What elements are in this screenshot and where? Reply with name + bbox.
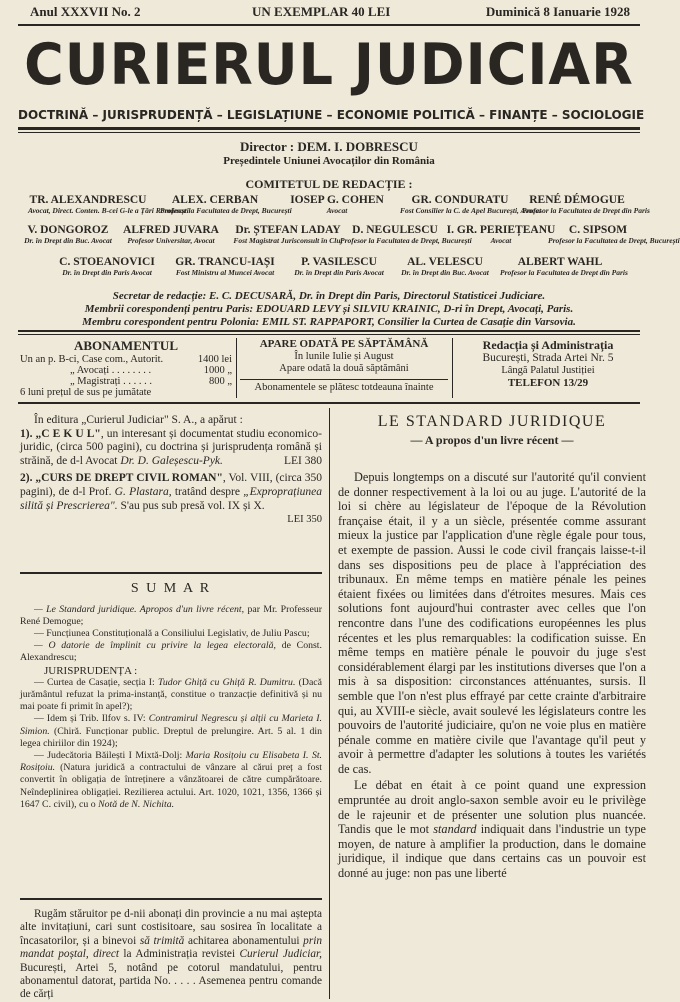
publication-payment: Abonamentele se plătesc totdeauna înainte xyxy=(240,379,448,394)
publication-box xyxy=(240,338,448,400)
divider xyxy=(18,330,640,332)
office-address: București, Strada Artei Nr. 5 xyxy=(482,352,614,364)
ad-item-text: , un interesant și documentat studiu economico-juridic, (circa 500 pagini), cu doctrina și jurisprudența română și străină, de d-l Avocat xyxy=(20,427,322,467)
summary-case-note: (Chiră. Funcționar public. Dreptul de prelungire. Art. 5 al. 1 din legea chiriilor din 1924); xyxy=(20,725,322,749)
summary-note-author: Notă de N. Nichita. xyxy=(98,798,175,810)
divider xyxy=(20,898,322,900)
article-paragraph: indiquait dans l'industrie un type moyen, de nature à amplifier la production, dans le domaine juridique, il indique que dans certains cas un pouvoir est donné au juge: non pas une liberté xyxy=(338,822,646,881)
divider xyxy=(452,338,453,398)
subscription-value: 1000 „ xyxy=(203,365,232,376)
summary-item-title: — O datorie de împlinit cu privire la legea electorală, xyxy=(34,640,276,652)
ad-item-title: 2). „CURS DE DREPT CIVIL ROMAN" xyxy=(20,472,223,485)
ad-item-title: 1). „C E K U L" xyxy=(20,427,101,440)
committee-member: C. SIPSOM Profesor la Facultatea de Drept, București xyxy=(548,224,680,245)
appeal-text: Rugăm stăruitor pe d-nii abonați din provincie a nu mai aștepta alte invitațiuni, cari sunt costisitoare, sau sosirea în localitate a încasatorilor, și a binevoi xyxy=(20,908,322,947)
masthead-subtitle: DOCTRINĂ – JURISPRUDENȚĂ – LEGISLAȚIUNE – ECONOMIE POLITICĂ – FINANȚE – SOCIOLOGIE xyxy=(18,108,645,122)
ad-item-author: Dr. D. Galeșescu-Pyk. xyxy=(120,454,223,467)
divider xyxy=(18,127,640,130)
article-subtitle: — A propos d'un livre récent — xyxy=(410,433,574,447)
divider xyxy=(18,24,640,26)
summary-item-title: — Le Standard juridique. Apropos d'un livre récent, xyxy=(34,603,245,615)
divider xyxy=(18,334,640,335)
article-paragraph: Le débat en était à ce point quand une expression empruntée au droit anglo-saxon semble avoir eu le privilège de le rajeunir et de présenter une solution plus nuancée. Tandis que le mot xyxy=(338,778,646,837)
issue-line xyxy=(30,4,630,24)
committee-member: P. VASILESCU Dr. în Drept din Paris Avocat xyxy=(294,256,384,277)
summary-court: — Judecătoria Băilești I Mixtă-Dolj: xyxy=(34,750,183,762)
article xyxy=(338,412,646,881)
committee-heading: COMITETUL DE REDACȚIE : xyxy=(245,177,413,191)
appeal-emphasis: prin mandat poștal, direct xyxy=(20,934,323,961)
summary-subheading: JURISPRUDENȚA : xyxy=(44,664,138,677)
divider xyxy=(18,132,640,133)
ad-item-text: tratând despre xyxy=(174,485,240,498)
column-divider xyxy=(329,408,330,999)
article-title: LE STANDARD JURIDIQUE xyxy=(377,413,607,430)
ad-item-author: G. Plastara, xyxy=(114,485,172,498)
publication-frequency: APARE ODATĂ PE SĂPTĂMÂNĂ xyxy=(259,338,429,350)
summary-item: — Funcțiunea Constituțională a Consiliului Legislativ, de Juliu Pascu; xyxy=(34,628,310,639)
divider xyxy=(20,572,322,574)
committee-member: V. DONGOROZ Dr. în Drept din Buc. Avocat xyxy=(24,224,112,245)
ad-item-note: S'au pus sub presă vol. IX și X. xyxy=(120,499,265,512)
divider xyxy=(18,402,640,404)
ad-item-price: LEI 350 xyxy=(287,514,322,526)
committee-member: ALFRED JUVARA Profesor Universitar, Avocat xyxy=(123,224,219,245)
poland-correspondent: Membru corespondent pentru Polonia: EMIL ST. RAPPAPORT, Consilier la Curtea de Casație din Varsovia. xyxy=(82,316,576,328)
summary-item-author: de Const. Alexandrescu; xyxy=(20,640,322,664)
summary-case-note: (Dacă jurământul refuzat la prima-instanță, constitue o tranzacție definitivă și nu mai poate fi primit în apel?); xyxy=(20,676,323,713)
summary-court: — Curtea de Casație, secția I: xyxy=(34,676,155,688)
publication-summer: În lunile Iulie și August xyxy=(294,351,394,362)
committee-member: GR. TRANCU-IAȘI Fost Ministru al Muncei Avocat xyxy=(175,256,275,277)
subscription-label: Un an p. B-ci, Case com., Autorit. xyxy=(20,354,164,365)
subscription-value: 1400 lei xyxy=(197,354,232,365)
subscriber-appeal xyxy=(20,908,322,1002)
divider xyxy=(236,338,237,398)
summary-parties: Contramirul Negrescu și alții cu Marieta I. Simion. xyxy=(20,713,323,737)
office-phone: TELEFON 13/29 xyxy=(507,377,589,389)
committee-member: I. GR. PERIEȚEANU Avocat xyxy=(446,224,556,245)
committee-member: GR. CONDURATU Fost Consilier la C. de Apel București, Avocat xyxy=(400,194,542,215)
masthead: CURIERUL JUDICIAR xyxy=(24,31,634,98)
appeal-emphasis: Curierul Judiciar, xyxy=(239,948,322,961)
committee-member: RENÉ DÉMOGUE Profesor la Facultatea de Drept din Paris xyxy=(522,194,650,215)
committee-member: ALEX. CERBAN Profesor la Facultatea de Drept, București xyxy=(160,194,292,215)
ad-intro: În editura „Curierul Judiciar" S. A., a apărut : xyxy=(34,414,243,426)
committee-member: ALBERT WAHL Profesor la Facultatea de Drept din Paris xyxy=(500,256,628,277)
summary-item-author: par Mr. Professeur René Demogue; xyxy=(20,603,322,627)
committee-member: IOSEP G. COHEN Avocat xyxy=(290,194,384,215)
ad-item-price: LEI 380 xyxy=(283,454,322,467)
subscription-label: „ Magistrați . . . . . . xyxy=(70,376,152,387)
subscription-value: 800 „ xyxy=(208,376,232,387)
issue-number: Anul XXXVII No. 2 xyxy=(30,4,141,19)
appeal-text: București, Artei 5, notând pe cotorul mandatului, pentru abonamentul datorat, partida No. . . . . Asemenea pentru comande de cărți xyxy=(20,961,322,1001)
secretary-line: Secretar de redacție: E. C. DECUSARĂ, Dr. în Drept din Paris, Directorul Statisticei Judiciare. xyxy=(112,290,546,302)
ad-item-subject: „Exproprațiunea silită și Prescrierea". xyxy=(20,485,323,512)
office-landmark: Lângă Palatul Justiției xyxy=(501,365,595,376)
subscription-heading: ABONAMENTUL xyxy=(73,338,178,353)
appeal-text: achitarea abonamentului xyxy=(187,934,300,947)
summary-court: — Idem și Trib. Ilfov s. IV: xyxy=(34,713,146,725)
director-title: Președintele Uniunei Avocaților din România xyxy=(223,155,435,167)
committee-member: C. STOEANOVICI Dr. în Drept din Paris Avocat xyxy=(59,256,155,277)
article-paragraph: Depuis longtemps on a discuté sur l'autorité qu'il convient de donner respectivement à la loi ou au juge. L'autorité de la loi si chère au législateur de l'époque de la Révolution française était, il y a un siècle, présentée comme assurant mieux la justice par l'application d'une règle égale pour tous, et exempte de passion. Aussi le code civil français laisse-t-il dans ses dispositions peu de place à l'appréciation des tribunaux. En même temps en matière pénale les peines étaient fixées ou limitées dans d'étroites mesures. Mais ces solutions font aujourd'hui contraster avec celles que l'on rencontre dans l'une des codifications européennes les plus récentes et les plus remarquables: la codification suisse. En même temps en matière pénale le pouvoir du juge s'est considérablement élargi par les institutions diverses que l'on a mis à sa disposition: circonstances atténuantes, sursis. Il semble que l'on n'est plus effrayé par cette crainte d'arbitraire qui, au XVIII-e siècle, avait soulevé les législateurs contre les pouvoirs de l'autorité judiciaire, qu'on ne voie plus en matière pénale comme en matière civile que l'avantage qu'il peut y avoir à permettre d'adapter les solutions à toutes les variétés de cas. xyxy=(338,470,646,776)
article-emphasis: standard xyxy=(433,822,477,837)
summary-heading: S U M A R xyxy=(130,581,212,596)
summary xyxy=(20,582,322,811)
issue-date: Duminică 8 Ianuarie 1928 xyxy=(485,4,630,19)
publisher-ad xyxy=(20,414,322,527)
office-box xyxy=(456,338,640,400)
office-heading: Redacția și Administrația xyxy=(482,338,614,352)
subscription-box xyxy=(20,338,232,400)
committee-member: AL. VELESCU Dr. în Drept din Buc. Avocat xyxy=(401,256,489,277)
director: Director : DEM. I. DOBRESCU xyxy=(240,139,418,154)
publication-biweekly: Apare odată la două săptămâni xyxy=(279,363,409,374)
summary-case-note: (Natura juridică a contractului de vânzare al cărui preț a fost convertit în obligația de întreținere a vânzătoarei de către cumpărătoare. Neîndeplinirea obligației. Rezilierea actului. Art. 1020, 1021, 1356, 1366 și 1647 C. civil), cu o xyxy=(20,762,322,810)
ad-item-text: , Vol. VIII, (circa 350 pagini), de d-l Prof. xyxy=(20,472,322,498)
subscription-half-year: 6 luni prețul de sus pe jumătate xyxy=(20,387,152,398)
summary-parties: Maria Rosițoiu cu Elisabeta I. St. Rosițoiu. xyxy=(20,750,323,774)
summary-parties: Tudor Ghiță cu Ghiță R. Dumitru. xyxy=(157,676,296,688)
appeal-emphasis: să trimită xyxy=(139,934,185,947)
committee-member: D. NEGULESCU Profesor la Facultatea de Drept, București xyxy=(340,224,472,245)
subscription-label: „ Avocați . . . . . . . . xyxy=(70,365,152,376)
paris-correspondents: Membrii corespondenți pentru Paris: EDOUARD LEVY și SILVIU KRAINIC, D-ri în Drept, Avocați, Paris. xyxy=(84,303,574,315)
appeal-text: la Administrația revistei xyxy=(123,948,236,961)
committee-member: Dr. ȘTEFAN LADAY Fost Magistrat Jurisconsult în Cluj xyxy=(233,224,343,245)
committee-member: TR. ALEXANDRESCU Avocat, Direct. Conten. B-cei G-le a Țări Românești xyxy=(28,194,189,215)
issue-price: UN EXEMPLAR 40 LEI xyxy=(252,4,391,19)
